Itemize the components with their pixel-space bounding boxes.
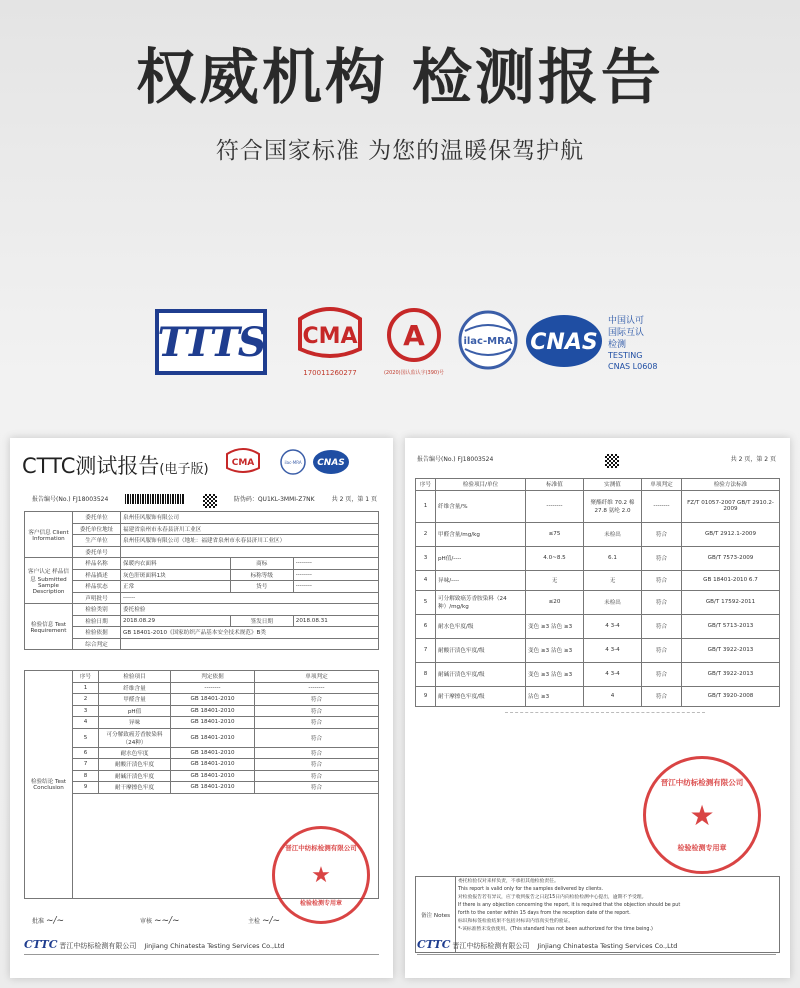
inspection-seal: ★ 晋江中纺标检测有限公司 检验检测专用章: [643, 756, 761, 874]
conclusion-table: 检验结论 Test Conclusion 序号 检验项目 判定依据 单项判定 1 纤维含量 -------- -------- 2 甲醛含量 GB 18401-2010 符合 3 pH值 GB 18401-2010 符合 4 异味 GB 18401-2010 符合 5 可分解致癌芳香胺染料（24种） GB 18401-2010 符合 6 耐水色牢度 GB 18401-2010 符合 7 耐酸汗渍色牢度 GB 18401-2010 符合 8 耐碱汗渍色牢度 GB 18401-2010 符合 9 耐干摩擦色牢度 GB 18401-2010 符合: [24, 670, 379, 899]
tts-logo: TTTS: [155, 309, 267, 375]
results-table: 序号 检验项目/单位 标准值 实测值 单项判定 检验方法标准 1 纤维含量/% -------- 聚酯纤维 70.2 棉 27.8 氨纶 2.0 -------- FZ/T 01057-2007 GB/T 2910.2-2009 2 甲醛含量/mg/kg ≤75 未检出 符合 GB/T 2912.1-2009 3 pH值/---- 4.0~8.5 6.1 符合 GB/T 7573-2009 4 异味/---- 无 无 符合 GB 18401-2010 6.7 5 可分解致癌芳香胺染料（24种）/mg/kg ≤20 未检出 符合 GB/T 17592-2011 6 耐水色牢度/级 变色 ≥3 沾色 ≥3 4 3-4 符合 GB/T 5713-2013 7 耐酸汗渍色牢度/级 变色 ≥3 沾色 ≥3 4 3-4 符合 GB/T 3922-2013 8 耐碱汗渍色牢度/级 变色 ≥3 沾色 ≥3 4 3-4 符合 GB/T 3922-2013 9 耐干摩擦色牢度/级 沾色 ≥3 4 符合 GB/T 3920-2008: [415, 478, 780, 707]
table-row: 4 异味/---- 无 无 符合 GB 18401-2010 6.7: [416, 570, 780, 590]
svg-text:检测: 检测: [608, 340, 627, 350]
table-row: 3 pH值/---- 4.0~8.5 6.1 符合 GB/T 7573-2009: [416, 546, 780, 570]
table-end-line: [505, 712, 705, 713]
svg-text:国际互认: 国际互认: [608, 328, 645, 338]
table-row: 6 耐水色牢度/级 变色 ≥3 沾色 ≥3 4 3-4 符合 GB/T 5713-2013: [416, 614, 780, 638]
table-row: 8 耐碱汗渍色牢度/级 变色 ≥3 沾色 ≥3 4 3-4 符合 GB/T 3922-2013: [416, 662, 780, 686]
ilac-text: ilac-MRA: [463, 336, 513, 347]
approver-signature: 批准 ~/~: [32, 916, 65, 926]
svg-text:CNAS L0608: CNAS L0608: [608, 362, 658, 371]
qr-code: [605, 454, 619, 468]
inspector-signature: 主检 ~/~: [248, 916, 281, 926]
report-meta: 报告编号(No.) FJ18003524 防伪码：QU1KL-3MMI-Z7NK 共 2 页，第 1 页: [32, 494, 377, 508]
report-mini-logos: [223, 446, 373, 478]
svg-text:中国认可: 中国认可: [608, 316, 645, 326]
table-row: 9 耐干摩擦色牢度/级 沾色 ≥3 4 符合 GB/T 3920-2008: [416, 686, 780, 706]
table-row: 2 甲醛含量 GB 18401-2010 符合: [25, 694, 379, 706]
table-row: 4 异味 GB 18401-2010 符合: [25, 717, 379, 729]
report-footer: CTTC 晋江中纺标检测有限公司 Jinjiang Chinatesta Testing Services Co.,Ltd: [24, 938, 379, 962]
report-meta: 报告编号(No.) FJ18003524 共 2 页，第 2 页: [417, 454, 776, 468]
report-info-table: 客户信息 Client Information 委托单位 泉州佳风服饰有限公司 委托单位地址 福建省泉州市永春县济川工业区 生产单位 泉州佳风服饰有限公司（地址：福建省泉州市永春县济川工业区） 委托单号 客户认定 样品信息 Submitted Sample Description 样品名称 保暖内衣面料 商标 -------- 样品描述 灰色肝斑面料1块 标称等级 -------- 样品状态 正常 货号 -------- 声明批号 ------ 检验信息 Test Requirement 检验类别 委托检验 检验日期 2018.08.29 签发日期 2018.08.31 检验依据 GB 18401-2010《国家纺织产品基本安全技术规范》B类 综合判定: [24, 511, 379, 650]
svg-text:CMA: CMA: [231, 458, 255, 468]
table-row: 5 可分解致癌芳香胺染料（24种） GB 18401-2010 符合: [25, 728, 379, 747]
cma-number: 170011260277: [303, 369, 357, 377]
cal-caption: (2020)国认监认字(390)号: [383, 370, 445, 376]
notes-table: 备注 Notes 委托检验仅对来样负责，不承担其他检验责任。 This report is valid only for the samples delivered by clients. 对检验报告若有异议，应于收到报告之日起15日内向检验检测中心提出，逾期不予受理。 If there is any objection concerning the report, it is required that the objection should be put forth to the center within 15 days from the reception date of the report. 标识和标签检验结果不包括对标识内容真实性的验证。 *-该标准暂未发放使用。(This standard has not been authorized for the time being.): [415, 876, 780, 953]
qr-code: [203, 494, 217, 508]
table-row: 1 纤维含量 -------- --------: [25, 682, 379, 694]
table-row: 6 耐水色牢度 GB 18401-2010 符合: [25, 747, 379, 759]
svg-text:A: A: [403, 319, 425, 352]
table-row: 1 纤维含量/% -------- 聚酯纤维 70.2 棉 27.8 氨纶 2.0 -------- FZ/T 01057-2007 GB/T 2910.2-2009: [416, 490, 780, 522]
table-row: 9 耐干摩擦色牢度 GB 18401-2010 符合: [25, 782, 379, 794]
certification-logos: [150, 305, 670, 385]
ilac-mra-logo: [455, 307, 521, 373]
report-title: CTTC测试报告(电子版): [22, 454, 209, 478]
cnas-logo: [522, 305, 672, 379]
page-subtitle: 符合国家标准 为您的温暖保驾护航: [215, 138, 585, 164]
test-report-page-2: [405, 438, 790, 978]
cal-logo: [378, 305, 450, 379]
svg-text:ilac-MRA: ilac-MRA: [284, 460, 302, 465]
cma-text: CMA: [302, 324, 358, 349]
inspection-seal: ★ 晋江中纺标检测有限公司 检验检测专用章: [272, 826, 370, 924]
svg-text:TESTING: TESTING: [608, 351, 643, 360]
table-row: 3 pH值 GB 18401-2010 符合: [25, 705, 379, 717]
report-footer: CTTC 晋江中纺标检测有限公司 Jinjiang Chinatesta Testing Services Co.,Ltd: [417, 938, 776, 962]
table-row: 7 耐酸汗渍色牢度/级 变色 ≥3 沾色 ≥3 4 3-4 符合 GB/T 3922-2013: [416, 638, 780, 662]
svg-text:CNAS: CNAS: [317, 458, 345, 468]
reviewer-signature: 审核 ~~/~: [140, 916, 180, 926]
table-row: 5 可分解致癌芳香胺染料（24种）/mg/kg ≤20 未检出 符合 GB/T 17592-2011: [416, 590, 780, 614]
cma-logo: [290, 305, 370, 379]
table-row: 7 耐酸汗渍色牢度 GB 18401-2010 符合: [25, 759, 379, 771]
page-title: 权威机构 检测报告: [136, 43, 664, 113]
test-report-page-1: [10, 438, 393, 978]
table-row: 2 甲醛含量/mg/kg ≤75 未检出 符合 GB/T 2912.1-2009: [416, 522, 780, 546]
table-row: 8 耐碱汗渍色牢度 GB 18401-2010 符合: [25, 770, 379, 782]
barcode: [125, 494, 185, 504]
cnas-text: CNAS: [530, 330, 598, 355]
